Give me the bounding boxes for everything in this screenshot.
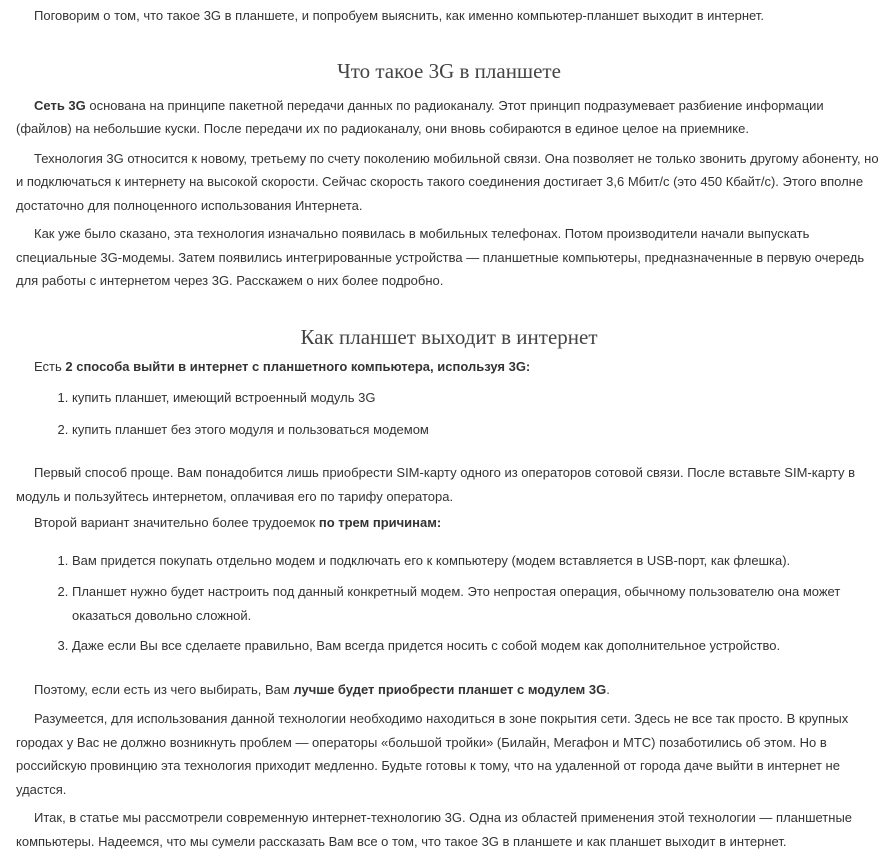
bold-better-buy: лучше будет приобрести планшет с модулем 3G — [293, 681, 607, 697]
article — [16, 0, 882, 853]
bold-3g-network: Сеть 3G — [34, 97, 86, 113]
list-reasons — [16, 549, 882, 658]
paragraph-3g-network — [16, 94, 882, 141]
paragraph-conclusion-choice — [16, 678, 882, 702]
paragraph-summary: Итак, в статье мы рассмотрели современную интернет-технологию 3G. Одна из областей применения этой технологии — планшетные компьютеры. Надеемся, что мы сумели рассказать Вам все о том, что такое 3G в планшете и как планшет выходит в интернет. — [16, 810, 853, 849]
intro-paragraph: Поговорим о том, что такое 3G в планшете, и попробуем выяснить, как именно компьютер-планшет выходит в интернет. — [34, 8, 764, 23]
list-item: 1. Вам придется покупать отдельно модем и подключать его к компьютеру (модем вставляется в USB-порт, как флешка). — [72, 549, 882, 573]
list-item: 3. Даже если Вы все сделаете правильно, Вам всегда придется носить с собой модем как дополнительное устройство. — [72, 634, 882, 658]
paragraph-first-way: Первый способ проще. Вам понадобится лишь приобрести SIM-карту одного из операторов сотовой связи. После вставьте SIM-карту в модуль и пользуйтесь интернетом, оплачивая его по тарифу оператора. — [16, 465, 856, 504]
list-item: 2. Планшет нужно будет настроить под данный конкретный модем. Это непростая операция, обычному пользователю она может оказаться довольно сложной. — [72, 580, 882, 627]
paragraph-3g-history: Как уже было сказано, эта технология изначально появилась в мобильных телефонах. Потом производители начали выпускать специальные 3G-модемы. Затем появились интегрированные устройства — планшетные компьютеры, предназначенные в первую очередь для работы с интернетом через 3G. Расскажем о них более подробно. — [16, 226, 865, 288]
paragraph-3g-generation: Технология 3G относится к новому, третьему по счету поколению мобильной связи. Она позволяет не только звонить другому абоненту, но и подключаться к интернету на высокой скорости. Сейчас скорость такого соединения достигает 3,6 Мбит/с (это 450 Кбайт/с). Этого вполне достаточно для полноценного использования Интернета. — [16, 150, 879, 213]
list-item: 2. купить планшет без этого модуля и пользоваться модемом — [72, 418, 882, 442]
section-heading-what-is-3g: Что такое 3G в планшете — [337, 58, 561, 83]
paragraph-conclusion-start: Поэтому, если есть из чего выбирать, Вам — [34, 681, 294, 697]
list-item: 1. купить планшет, имеющий встроенный модуль 3G — [72, 386, 882, 410]
paragraph-conclusion-end: . — [606, 681, 610, 697]
section-heading-how-tablet-connects: Как планшет выходит в интернет — [300, 324, 598, 349]
paragraph-coverage: Разумеется, для использования данной технологии необходимо находиться в зоне покрытия сети. Здесь не все так просто. В крупных городах у Вас не должно возникнуть проблем — операторы «большой тройки» (Билайн, Мегафон и МТС) позаботились об этом. Но в российскую провинцию эта технология приходит медленно. Будьте готовы к тому, что на удаленной от города даче выйти в интернет не удастся. — [16, 711, 849, 797]
list-ways — [16, 386, 882, 441]
paragraph-two-ways — [16, 355, 882, 379]
bold-two-ways: 2 способа выйти в интернет с планшетного компьютера, используя 3G: — [65, 358, 531, 374]
paragraph-second-way — [16, 511, 882, 535]
paragraph-second-way-start: Второй вариант значительно более трудоемок — [34, 515, 319, 530]
bold-three-reasons: по трем причинам: — [318, 515, 442, 530]
paragraph-two-ways-start: Есть — [34, 358, 66, 374]
paragraph-3g-network-text: основана на принципе пакетной передачи данных по радиоканалу. Этот принцип подразумевает разбиение информации (файлов) на небольшие куски. После передачи их по радиоканалу, они вновь собираются в единое целое на приемнике. — [16, 97, 824, 136]
